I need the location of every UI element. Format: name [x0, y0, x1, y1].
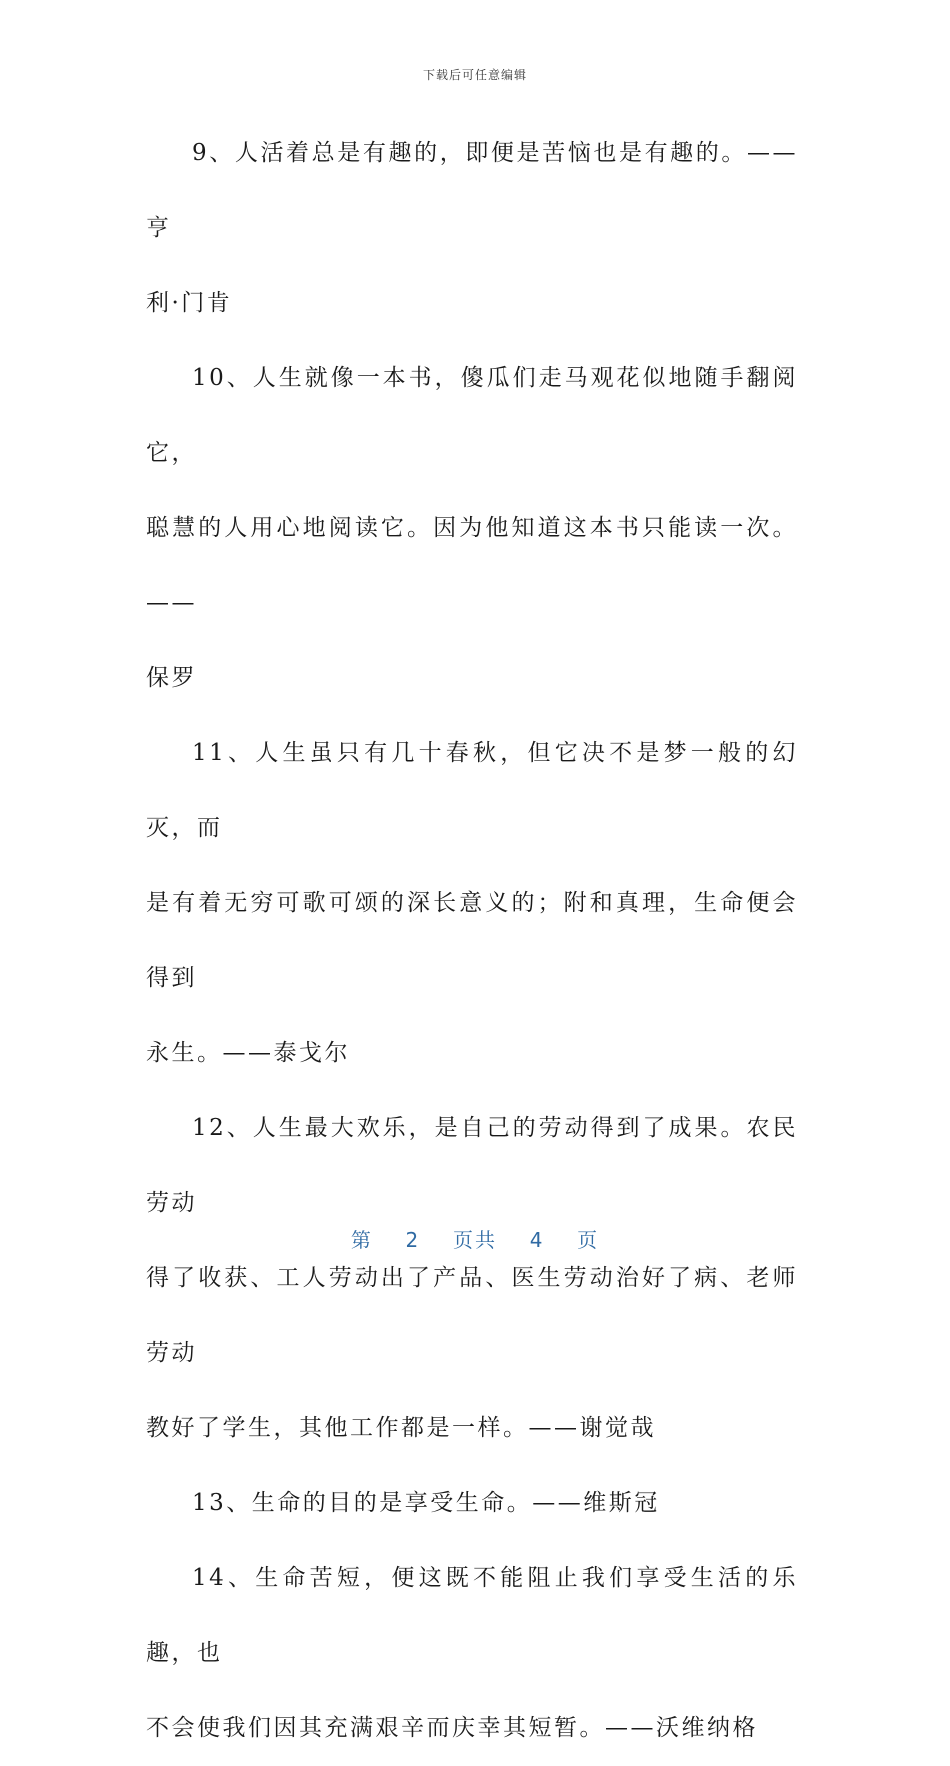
quote-line: 9、人活着总是有趣的，即便是苦恼也是有趣的。——亨: [146, 140, 798, 241]
quote-paragraph-10: [146, 341, 798, 716]
current-page-number: 2: [405, 1228, 421, 1252]
quote-line: 聪慧的人用心地阅读它。因为他知道这本书只能读一次。——: [146, 515, 798, 616]
quote-line: 10、人生就像一本书，傻瓜们走马观花似地随手翻阅它，: [146, 365, 798, 466]
quote-line: 11、人生虽只有几十春秋，但它决不是梦一般的幻灭，而: [146, 740, 798, 841]
quote-paragraph-12: [146, 1091, 798, 1466]
quote-line: 14、生命苦短，便这既不能阻止我们享受生活的乐趣，也: [146, 1565, 798, 1666]
quote-paragraph-9: [146, 116, 798, 341]
quote-line: 得了收获、工人劳动出了产品、医生劳动治好了病、老师劳动: [146, 1265, 798, 1366]
quote-line: 13、生命的目的是享受生命。——维斯冠: [192, 1490, 660, 1516]
page-prefix: 第: [350, 1228, 373, 1252]
quote-line: 保罗: [146, 665, 197, 691]
quote-line: 永生。——泰戈尔: [146, 1040, 350, 1066]
quote-line: 利·门肯: [146, 290, 233, 316]
page-mid: 页共: [453, 1228, 497, 1252]
total-pages-number: 4: [529, 1228, 545, 1252]
quote-paragraph-14: [146, 1541, 798, 1766]
page-suffix: 页: [577, 1228, 600, 1252]
quote-line: 是有着无穷可歌可颂的深长意义的；附和真理，生命便会得到: [146, 890, 798, 991]
header-note: 下载后可任意编辑: [422, 68, 527, 82]
body-text: [146, 116, 798, 1766]
page-number-footer: [0, 1224, 950, 1253]
quote-line: 不会使我们因其充满艰辛而庆幸其短暂。——沃维纳格: [146, 1715, 758, 1741]
quote-paragraph-11: [146, 716, 798, 1091]
quote-line: 12、人生最大欢乐，是自己的劳动得到了成果。农民劳动: [146, 1115, 798, 1216]
quote-paragraph-13: [146, 1466, 798, 1541]
quote-line: 教好了学生，其他工作都是一样。——谢觉哉: [146, 1415, 656, 1441]
